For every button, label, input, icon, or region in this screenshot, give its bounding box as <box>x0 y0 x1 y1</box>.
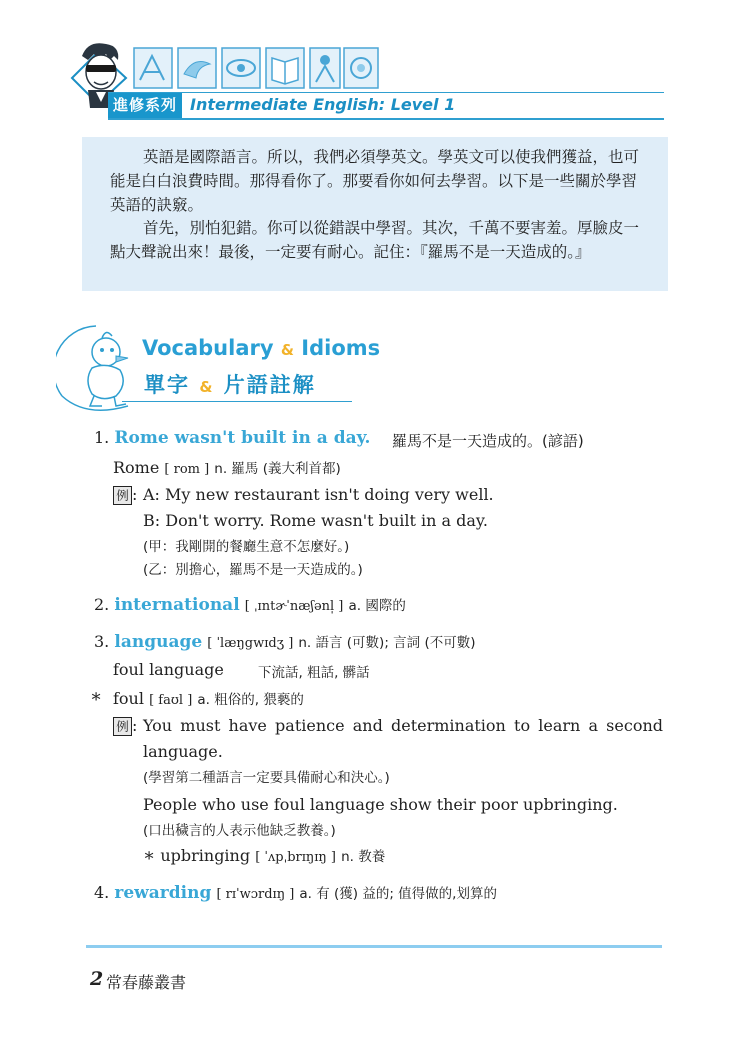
series-badge: 進修系列 <box>108 93 182 118</box>
example-marker: 例 : <box>113 485 137 505</box>
section-title-zh: 單字 & 片語註解 <box>144 373 316 397</box>
entry-1-example-a: A: My new restaurant isn't doing very well. <box>143 485 494 504</box>
tile-bird-icon <box>178 48 216 88</box>
entry-1-subentry: Rome [ rom ] n. 羅馬 (義大利首都) <box>113 458 341 477</box>
entry-term: language <box>114 632 203 652</box>
entry-3-headline: 3. language [ ˈlæŋgwɪdʒ ] n. 語言 (可數); 言詞 (不可數) <box>94 632 476 652</box>
entry-term: rewarding <box>114 883 212 903</box>
tile-abstract-icon <box>134 48 172 88</box>
page-number: 2 <box>90 968 104 990</box>
entry-3-subword: ∗ upbringing [ ˈʌpˌbrɪŋɪŋ ] n. 教養 <box>143 845 386 866</box>
tile-book-icon <box>266 48 304 88</box>
publisher-name: 常春藤叢書 <box>106 973 187 992</box>
entry-3-related-word: foul [ faʊl ] a. 粗俗的, 猥褻的 <box>113 689 304 708</box>
entry-3-example-1-line-2: language. <box>143 742 223 761</box>
asterisk-marker: ∗ <box>90 686 103 707</box>
header-icon-tiles <box>132 44 380 92</box>
header-rule-bottom <box>108 118 664 120</box>
entry-1-example-a-translation: (甲：我剛開的餐廳生意不怎麼好。) <box>143 539 350 555</box>
intro-paragraph-1: 英語是國際語言。所以，我們必須學英文。學英文可以使我們獲益，也可能是白白浪費時間。那得看你了。那要看你如何去學習。以下是一些關於學習英語的訣竅。 <box>110 148 640 214</box>
tile-flower-icon <box>344 48 378 88</box>
footer-rule <box>86 945 662 948</box>
section-title-en: Vocabulary & Idioms <box>142 336 381 360</box>
entry-1-headline: 1. Rome wasn't built in a day. <box>94 428 371 448</box>
entry-3-example-2-translation: (口出穢言的人表示他缺乏教養。) <box>143 823 336 839</box>
entry-3-phrase: foul language <box>113 660 224 679</box>
entry-4-headline: 4. rewarding [ rɪˈwɔrdɪŋ ] a. 有 (獲) 益的; 值得做的,划算的 <box>94 883 497 903</box>
entry-2-headline: 2. international [ ˌɪntɚˈnæʃənl̩ ] a. 國際的 <box>94 595 406 615</box>
intro-box <box>82 137 668 291</box>
header-rule-top <box>108 92 664 93</box>
example-marker: 例 : <box>113 716 137 736</box>
entry-1-example-b-translation: (乙：別擔心，羅馬不是一天造成的。) <box>143 562 363 578</box>
entry-1-gloss: 羅馬不是一天造成的。(諺語) <box>392 432 584 450</box>
section-title-underline <box>122 401 352 402</box>
tile-figure-icon <box>310 48 340 88</box>
duck-mascot-icon <box>58 318 154 414</box>
entry-3-phrase-definition: 下流話, 粗話, 髒話 <box>258 665 370 681</box>
level-title: Intermediate English: Level 1 <box>190 95 456 114</box>
entry-term: Rome wasn't built in a day. <box>114 428 371 448</box>
intro-paragraph-2: 首先，別怕犯錯。你可以從錯誤中學習。其次，千萬不要害羞。厚臉皮一點大聲說出來！最後，一定要有耐心。記住：『羅馬不是一天造成的。』 <box>110 219 640 261</box>
entry-1-example-b: B: Don't worry. Rome wasn't built in a day. <box>143 511 488 530</box>
entry-term: international <box>114 595 240 615</box>
entry-3-example-1-line-1: You must have patience and determination to learn a second <box>143 716 663 735</box>
entry-3-example-2: People who use foul language show their poor upbringing. <box>143 795 618 814</box>
tile-eye-icon <box>222 48 260 88</box>
entry-3-example-1-translation: (學習第二種語言一定要具備耐心和決心。) <box>143 770 390 786</box>
